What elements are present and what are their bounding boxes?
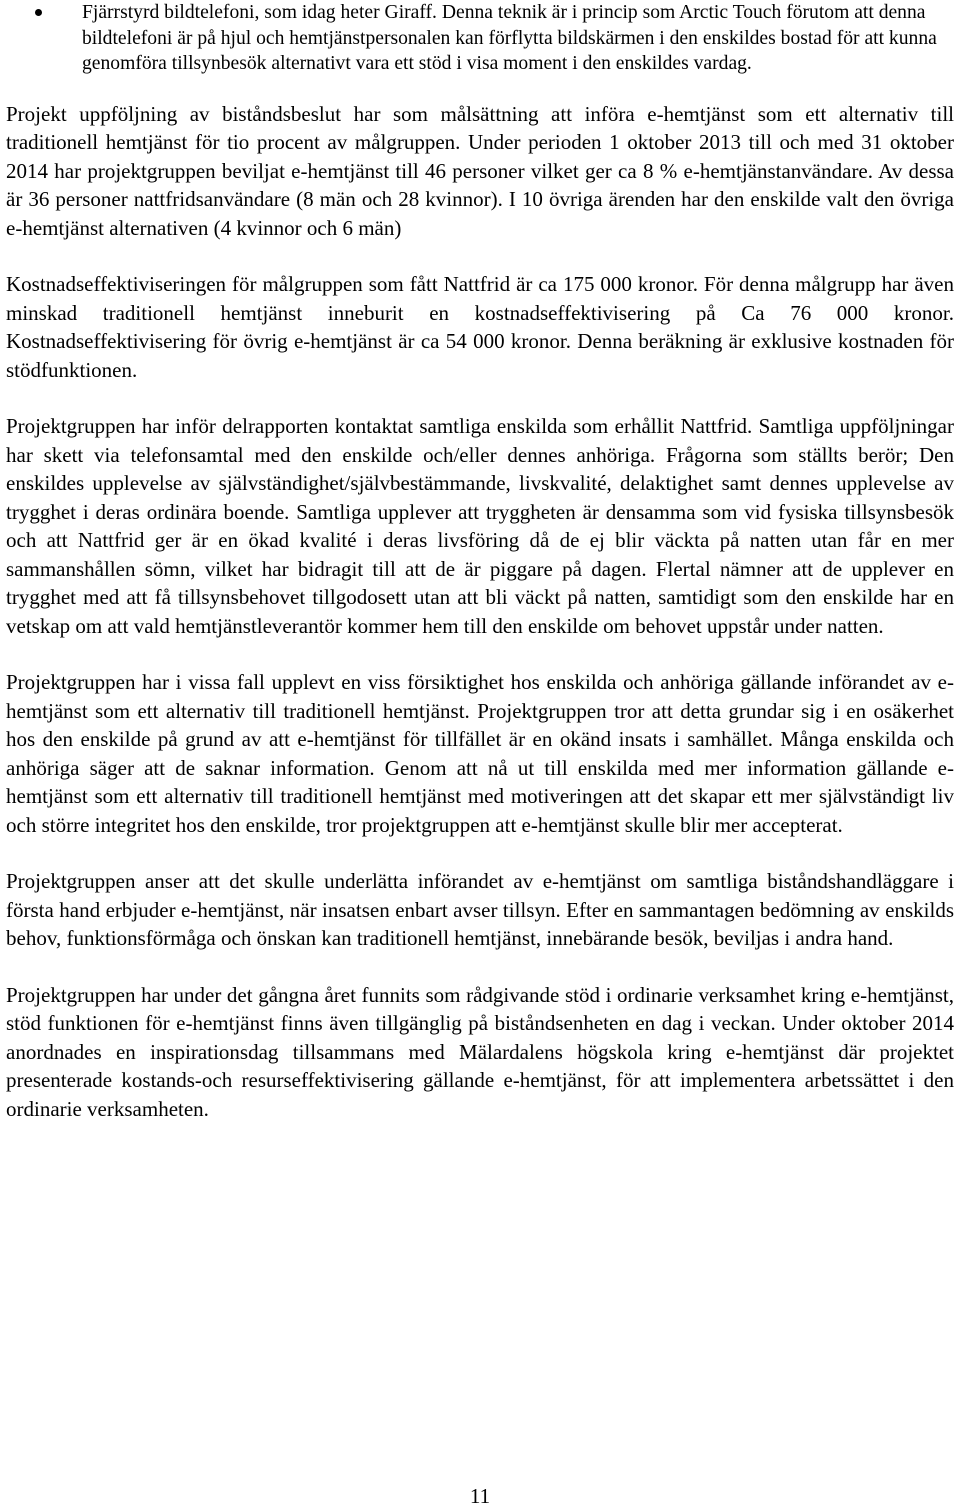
paragraph-followup-statistics: Projekt uppföljning av biståndsbeslut har som målsättning att införa e-hemtjänst som ett alternativ till traditionell hemtjänst för tio procent av målgruppen. Under perioden 1 oktober 2013 till och med 31 oktober 2014 har projektgruppen beviljat e-hemtjänst till 46 personer vilket ger ca 8 % e-hemtjänstanvändare. Av dessa är 36 personer nattfridsanvändare (8 män och 28 kvinnor). I 10 övriga ärenden har den enskilde valt den övriga e-hemtjänst alternativen (4 kvinnor och 6 män) (6, 101, 954, 240)
paragraph-gap (6, 839, 954, 867)
paragraph-caution: Projektgruppen har i vissa fall upplevt en viss försiktighet hos enskilda och anhöriga gällande införandet av e-hemtjänst som ett alternativ till traditionell hemtjänst. Projektgruppen tror att detta grundar sig i en osäkerhet hos den enskilde på grund av att e-hemtjänst för tillfället är en okänd insats i samhället. Många enskilda och anhöriga säger att de saknar information. Genom att nå ut till enskilda med mer information gällande e-hemtjänst som ett alternativ till traditionell hemtjänst med motiveringen att det skapar ett mer självständigt liv och större integritet hos den enskilde, tror projektgruppen att e-hemtjänst skulle blir mer accepterat. (6, 670, 954, 837)
page-number: 11 (469, 1484, 491, 1508)
bullet-text: Fjärrstyrd bildtelefoni, som idag heter Giraff. Denna teknik är i princip som Arctic Touch förutom att denna bildtelefoni är på hjul och hemtjänstpersonalen kan förflytta bildskärmen i den enskildes bostad för att kunna genomföra tillsynbesök alternativt vara ett stöd i visa moment i den enskildes vardag. (82, 2, 937, 74)
paragraph-advisory-support: Projektgruppen har under det gångna året funnits som rådgivande stöd i ordinarie verksamhet kring e-hemtjänst, stöd funktionen för e-hemtjänst finns även tillgänglig på biståndsenheten en dag i veckan. Under oktober 2014 anordnades en inspirationsdag tillsammans med Mälardalens högskola kring e-hemtjänst där projektet presenterade kostands-och resurseffektivisering gällande e-hemtjänst, för att implementera arbetssättet i den ordinarie verksamheten. (6, 982, 954, 1121)
document-page (6, 0, 954, 1509)
paragraph-gap (6, 77, 954, 100)
paragraph-gap (6, 242, 954, 270)
paragraph-gap (6, 640, 954, 668)
paragraph-recommendation: Projektgruppen anser att det skulle underlätta införandet av e-hemtjänst om samtliga biståndshandläggare i första hand erbjuder e-hemtjänst, när insatsen enbart avser tillsyn. Efter en sammantagen bedömning av enskilds behov, funktionsförmåga och önskan kan traditionell hemtjänst, innebärande besök, beviljas i andra hand. (6, 869, 954, 950)
bullet-icon (35, 9, 42, 16)
paragraph-user-followup: Projektgruppen har inför delrapporten kontaktat samtliga enskilda som erhållit Nattfrid. Samtliga uppföljningar har skett via telefonsamtal med den enskilde och/eller dennes anhöriga. Frågorna som ställts berör; Den enskildes upplevelse av självständighet/självbestämmande, livskvalité, delaktighet samt dennes upplevelse av trygghet i deras ordinära boende. Samtliga upplever att tryggheten är densamma som vid fysiska tillsynsbesök och att Nattfrid ger är en ökad kvalité i deras livsföring då de ej blir väckta på natten utan får en mer sammanshållen sömn, vilket har bidragit till att de är piggare på dagen. Flertal nämner att de upplever en trygghet med att få tillsynsbehovet tillgodosett utan att bli väckt på natten, samtidigt som den enskilde har en vetskap om att vald hemtjänstleverantör kommer hem till den enskilde om behovet uppstår under natten. (6, 414, 954, 638)
paragraph-gap (6, 953, 954, 981)
paragraph-cost-efficiency: Kostnadseffektiviseringen för målgruppen som fått Nattfrid är ca 175 000 kronor. För denna målgrupp har även minskad traditionell hemtjänst inneburit en kostnadseffektivisering på Ca 76 000 kronor. Kostnadseffektivisering för övrig e-hemtjänst är ca 54 000 kronor. Denna beräkning är exklusive kostnaden för stödfunktionen. (6, 272, 954, 382)
bullet-list-item (6, 0, 954, 77)
paragraph-gap (6, 384, 954, 412)
